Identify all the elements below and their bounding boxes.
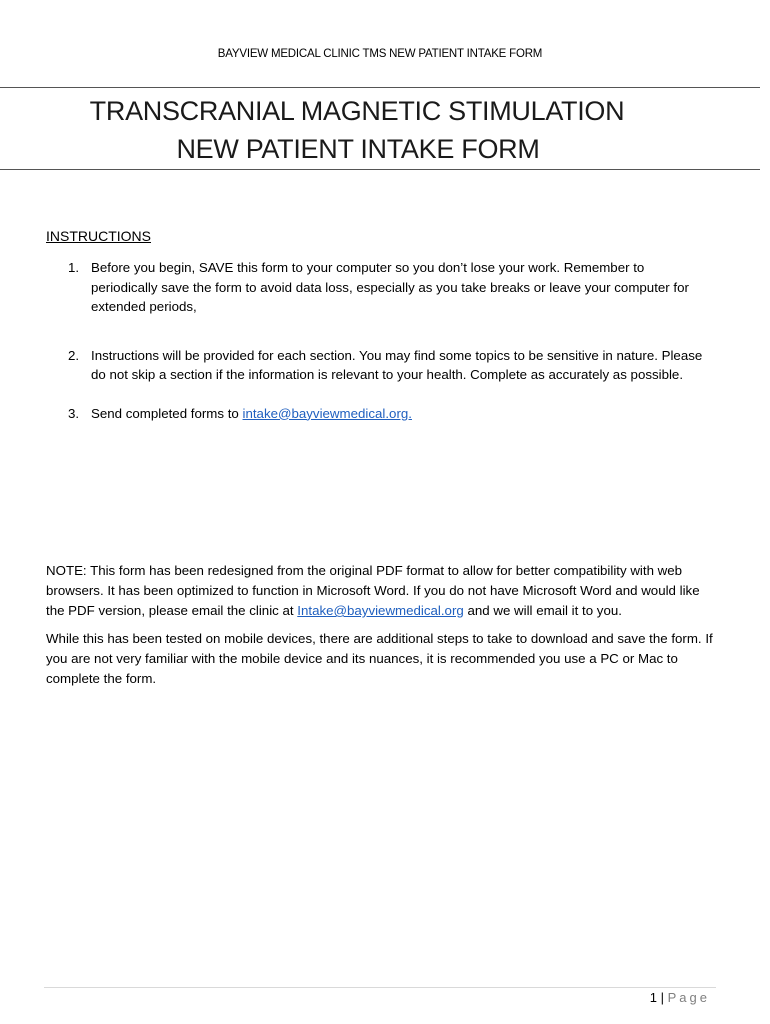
running-header: BAYVIEW MEDICAL CLINIC TMS NEW PATIENT INTAKE FORM: [217, 48, 543, 60]
list-item-number: 1.: [68, 260, 80, 275]
list-item: [46, 346, 706, 385]
page-title: [0, 92, 714, 168]
page-separator: |: [657, 990, 668, 1005]
mobile-note-paragraph: While this has been tested on mobile devices, there are additional steps to take to download and save the form. If you are not very familiar with the mobile device and its nuances, it is recommended you use a PC or Mac to complete the form.: [46, 631, 713, 686]
footer-divider: [44, 987, 716, 988]
header-divider: [0, 87, 760, 88]
page-label: Page: [667, 990, 710, 1005]
list-item-text: Instructions will be provided for each section. You may find some topics to be sensitive in nature. Please do not skip a section if the information is relevant to your health. Complete as accurately as possible.: [91, 347, 703, 382]
list-item-number: 2.: [68, 347, 80, 363]
intake-email-link[interactable]: intake@bayviewmedical.org.: [242, 405, 412, 421]
list-item-number: 3.: [68, 405, 80, 421]
list-item-text: Before you begin, SAVE this form to your computer so you don’t lose your work. Remember to periodically save the form to avoid data loss, especially as you take breaks or leave your computer for extended periods,: [91, 260, 689, 314]
list-item: [46, 258, 706, 317]
note-email-link[interactable]: Intake@bayviewmedical.org: [297, 603, 464, 618]
note-paragraph: [46, 561, 718, 621]
instructions-list: [46, 258, 706, 423]
title-line-2: NEW PATIENT INTAKE FORM: [176, 134, 540, 164]
title-divider: [0, 169, 760, 170]
title-line-1: TRANSCRANIAL MAGNETIC STIMULATION: [89, 96, 625, 126]
list-item-text: Send completed forms to: [91, 405, 243, 421]
list-item: [46, 404, 706, 424]
page-number: 1: [649, 990, 658, 1005]
page-footer: [650, 990, 710, 1005]
instructions-heading: INSTRUCTIONS: [46, 228, 151, 244]
note-text-end: and we will email it to you.: [463, 603, 622, 618]
note-text: NOTE: This form has been redesigned from the original PDF format to allow for better compatibility with web browsers. It has been optimized to function in Microsoft Word. If you do not have Microsoft Word and would like the PDF version, please email the clinic at: [46, 563, 700, 618]
